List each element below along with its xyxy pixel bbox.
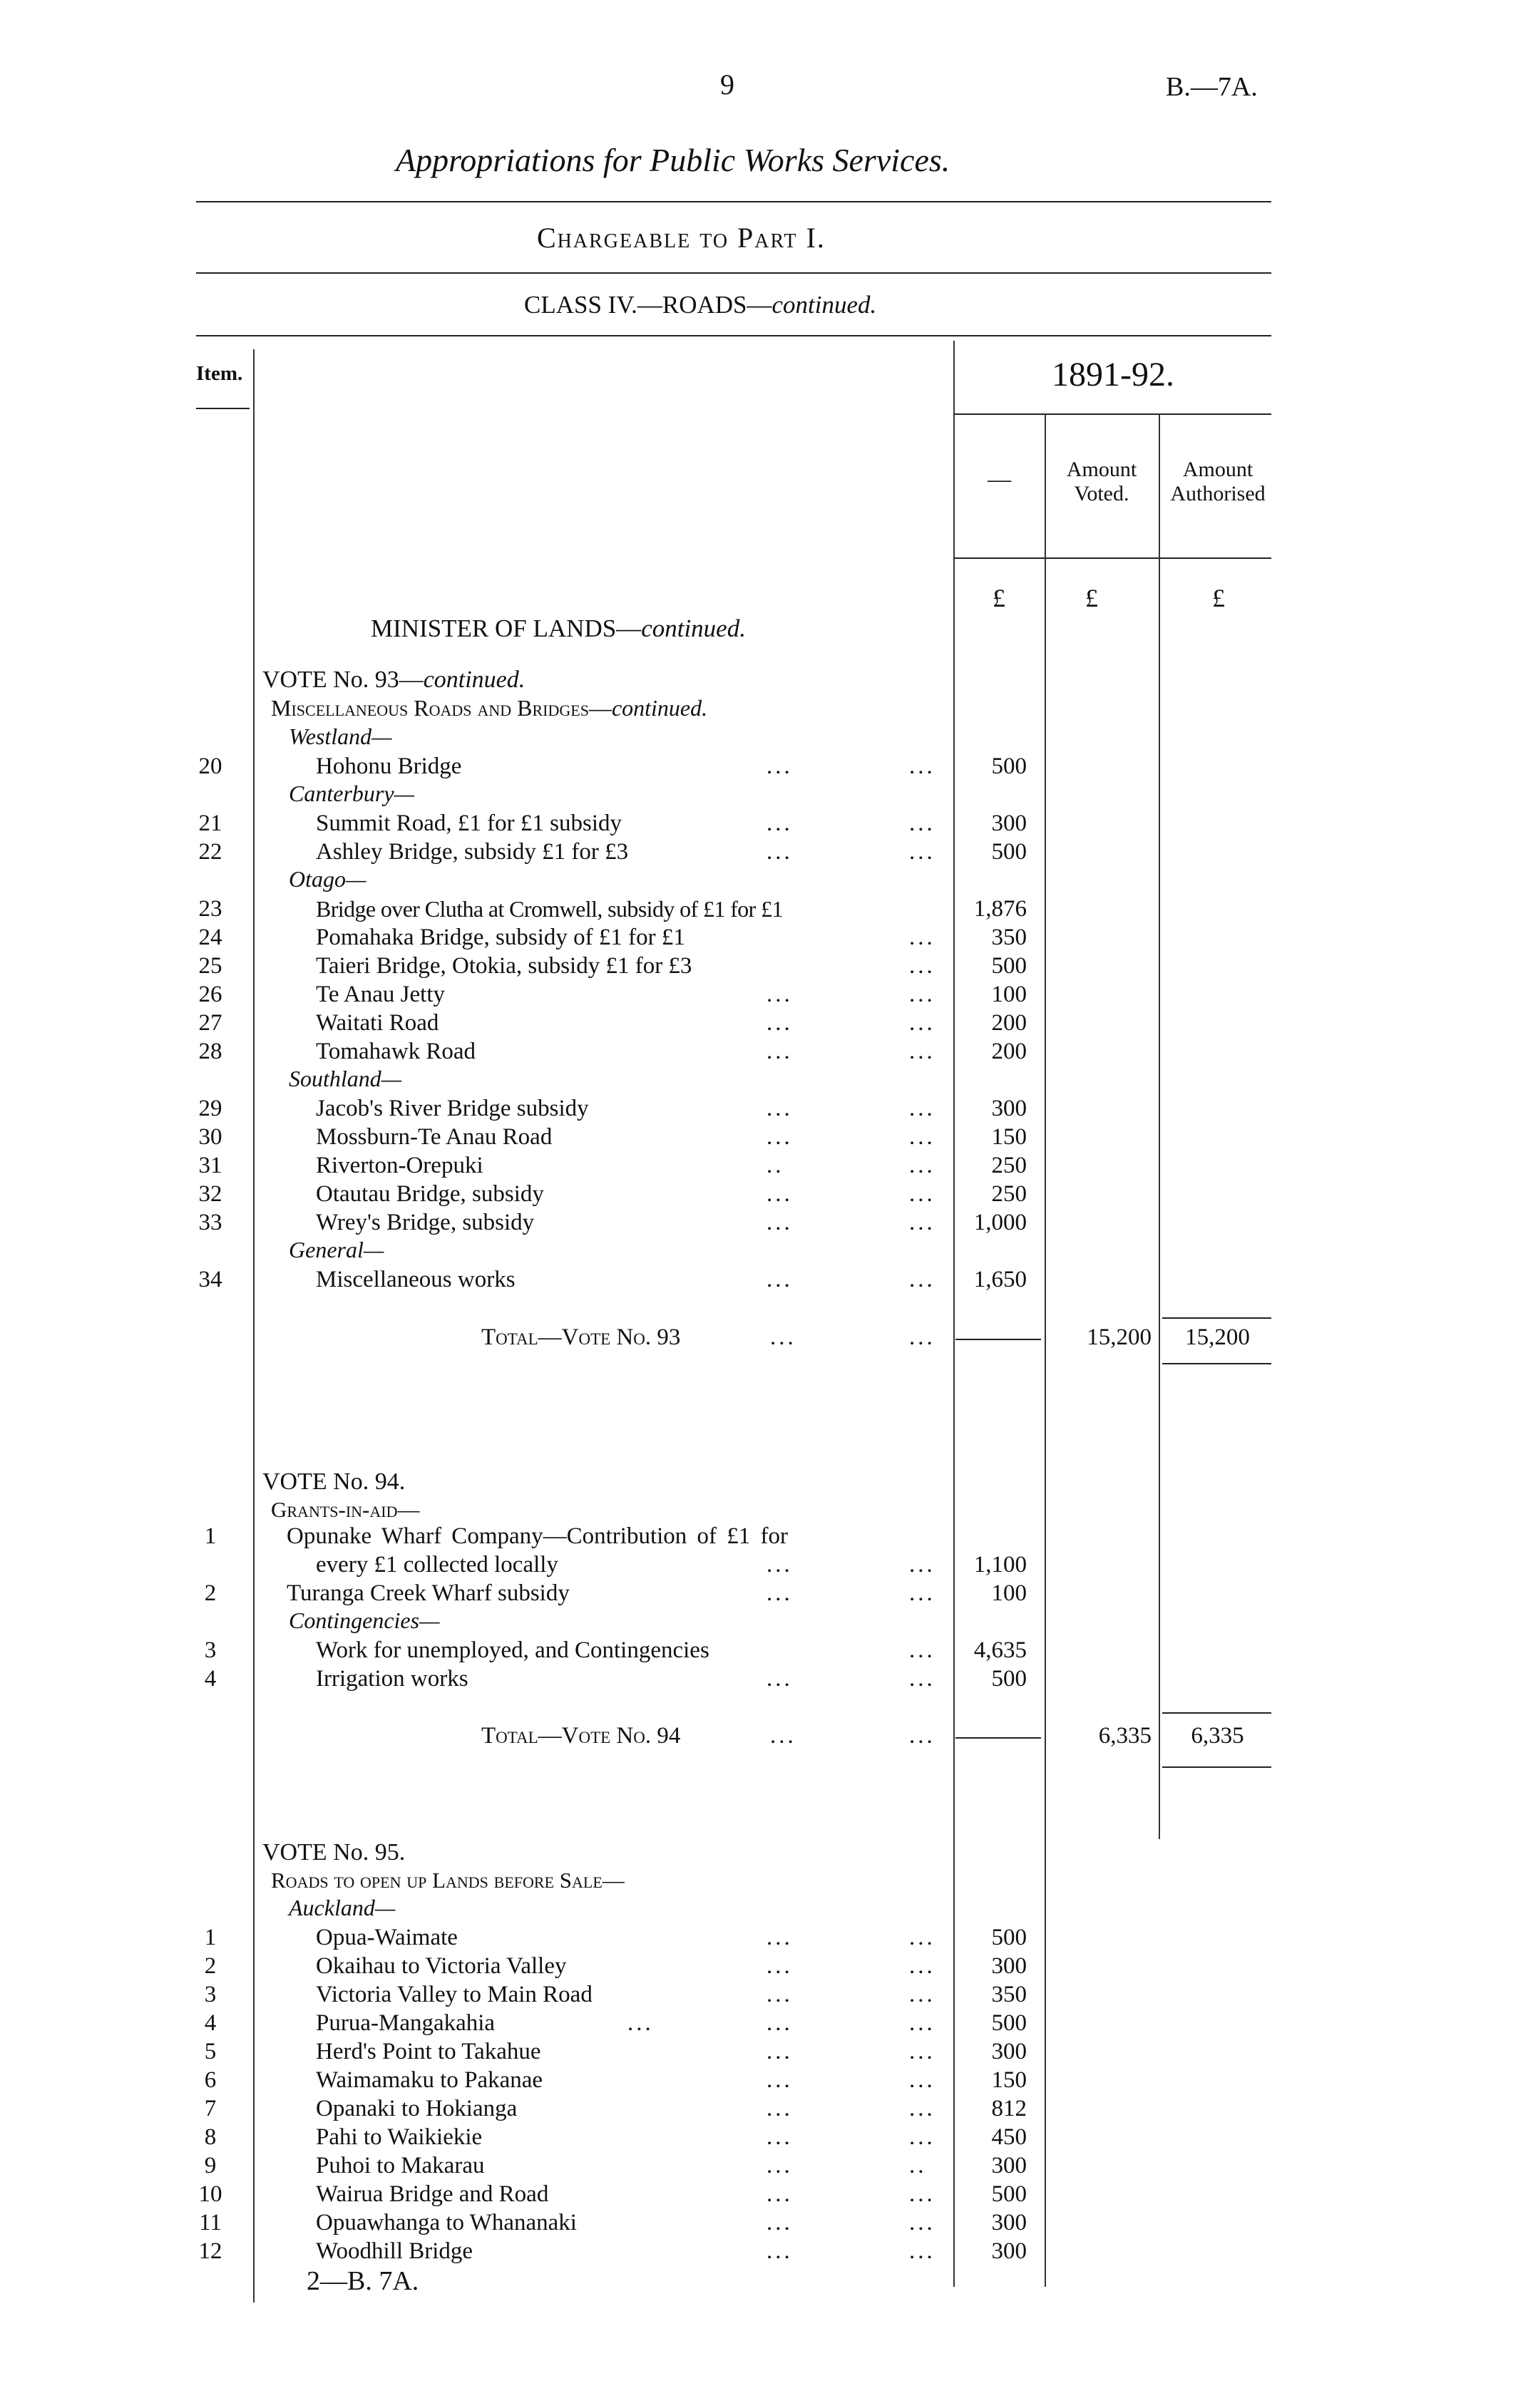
dot-leader: ... (766, 2210, 793, 2235)
item-amount: 812 (991, 2096, 1027, 2121)
dot-leader: ... (766, 2010, 793, 2036)
dot-leader: ... (909, 982, 935, 1007)
table-row (0, 838, 1533, 866)
item-description: Opua-Waimate (316, 1925, 458, 1950)
item-description: Otautau Bridge, subsidy (316, 1181, 544, 1207)
item-number: 33 (198, 1210, 222, 1235)
authorised-header: Amount Authorised (1170, 458, 1266, 505)
vote94-total-voted: 6,335 (1098, 1723, 1152, 1749)
dot-leader: ... (909, 1096, 935, 1121)
item-number: 10 (198, 2181, 222, 2207)
dot-leader: ... (909, 1552, 935, 1578)
dot-leader: ... (909, 811, 935, 836)
table-row (0, 1037, 1533, 1066)
vote93-title (262, 667, 525, 694)
vote94-total-row (0, 1722, 1533, 1750)
dot-leader: ... (909, 1153, 935, 1178)
table-row (0, 1636, 1533, 1664)
dot-leader: ... (766, 1580, 793, 1606)
item-description: Waimamaku to Pakanae (316, 2067, 543, 2093)
vote94-total-authorised: 6,335 (1191, 1723, 1244, 1749)
dot-leader: ... (766, 1181, 793, 1207)
dot-leader: ... (766, 1552, 793, 1578)
dot-leader: ... (766, 811, 793, 836)
dot-leader: ... (909, 2124, 935, 2150)
item-amount: 500 (991, 1666, 1027, 1692)
table-row (0, 2037, 1533, 2066)
dot-leader: ... (909, 925, 935, 950)
item-amount: 1,000 (973, 1210, 1027, 1235)
item-amount: 300 (991, 2210, 1027, 2235)
dot-leader: ... (909, 1181, 935, 1207)
table-row (0, 1265, 1533, 1294)
item-description: Te Anau Jetty (316, 982, 445, 1007)
item-description: Victoria Valley to Main Road (316, 1982, 593, 2007)
dot-leader: ... (909, 2039, 935, 2064)
item-description: Bridge over Clutha at Cromwell, subsidy of £1 for £1 (316, 896, 783, 922)
item-amount: 4,635 (973, 1637, 1027, 1663)
table-row (0, 1522, 1533, 1550)
item-description: Riverton-Orepuki (316, 1153, 483, 1178)
item-header-rule (196, 408, 250, 409)
item-description: Woodhill Bridge (316, 2238, 473, 2264)
dot-leader: ... (766, 1925, 793, 1950)
dot-leader: ... (909, 839, 935, 865)
vote93-total-voted: 15,200 (1087, 1324, 1152, 1350)
table-row (0, 1579, 1533, 1607)
dot-leader: ... (909, 953, 935, 979)
item-amount: 500 (991, 839, 1027, 865)
rule-top (196, 201, 1271, 202)
dot-leader: ... (909, 1010, 935, 1036)
table-row (0, 2151, 1533, 2180)
currency-2: £ (1085, 584, 1098, 612)
item-amount: 500 (991, 753, 1027, 779)
item-amount: 100 (991, 982, 1027, 1007)
table-row (0, 923, 1533, 952)
dot-leader: ... (766, 1982, 793, 2007)
dot-leader: .. (909, 2153, 927, 2178)
item-amount: 100 (991, 1580, 1027, 1606)
rule-2 (196, 272, 1271, 274)
chargeable-heading: Chargeable to Part I. (537, 222, 826, 254)
table-row (0, 952, 1533, 980)
vote94-subtitle: Grants-in-aid— (271, 1497, 420, 1522)
dot-leader: ... (909, 1580, 935, 1606)
table-row (0, 2066, 1533, 2094)
item-number: 27 (198, 1010, 222, 1036)
dot-leader: ... (909, 1210, 935, 1235)
item-number: 4 (204, 2010, 217, 2036)
table-row (0, 1180, 1533, 1208)
dot-leader: ... (766, 1010, 793, 1036)
item-number: 26 (198, 982, 222, 1007)
class-heading (524, 291, 876, 319)
dot-leader: ... (766, 2096, 793, 2121)
item-description: Waitati Road (316, 1010, 439, 1036)
item-description: Okaihau to Victoria Valley (316, 1953, 567, 1979)
table-row (0, 2208, 1533, 2237)
item-description: Opunake Wharf Company—Contribution of £1 for (287, 1523, 789, 1549)
year-rule (953, 413, 1271, 415)
item-amount: 500 (991, 1925, 1027, 1950)
vote93-subtitle (271, 695, 707, 721)
region-westland: Westland— (289, 724, 392, 749)
item-number: 24 (198, 925, 222, 950)
table-row (0, 1094, 1533, 1123)
currency-3: £ (1212, 584, 1225, 612)
table-row (0, 1009, 1533, 1037)
table-row (0, 752, 1533, 781)
item-description: Opanaki to Hokianga (316, 2096, 518, 2121)
item-description: Opuawhanga to Whananaki (316, 2210, 577, 2235)
dot-leader: ... (770, 1324, 796, 1350)
page-title: Appropriations for Public Works Services. (396, 142, 950, 178)
page-number: 9 (720, 68, 734, 101)
item-description: Wrey's Bridge, subsidy (316, 1210, 535, 1235)
item-amount: 250 (991, 1153, 1027, 1178)
dot-leader: ... (766, 2067, 793, 2093)
dot-leader: ... (909, 2067, 935, 2093)
item-number: 32 (198, 1181, 222, 1207)
item-description: Pahi to Waikiekie (316, 2124, 483, 2150)
item-description: Herd's Point to Takahue (316, 2039, 541, 2064)
item-number: 6 (204, 2067, 217, 2093)
dot-leader: ... (909, 1982, 935, 2007)
item-number: 1 (204, 1925, 217, 1950)
year-header: 1891-92. (1052, 356, 1174, 393)
dot-leader: ... (766, 1096, 793, 1121)
dot-leader: .. (766, 1153, 784, 1178)
vote94-title: VOTE No. 94. (262, 1468, 406, 1495)
item-amount: 200 (991, 1010, 1027, 1036)
item-amount: 300 (991, 2238, 1027, 2264)
class-text: CLASS IV.—ROADS— (524, 291, 772, 319)
currency-1: £ (993, 584, 1005, 612)
vote93-title-continued: continued. (423, 667, 525, 693)
dot-leader: ... (909, 1267, 935, 1292)
item-number: 20 (198, 753, 222, 779)
dot-leader: ... (909, 1324, 935, 1350)
col-dash-header: — (988, 467, 1011, 493)
doc-reference: B.—7A. (1166, 72, 1258, 102)
item-amount: 350 (991, 1982, 1027, 2007)
item-amount: 450 (991, 2124, 1027, 2150)
dot-leader: ... (766, 1666, 793, 1692)
item-number: 21 (198, 811, 222, 836)
item-amount: 1,650 (973, 1267, 1027, 1292)
dot-leader: ... (909, 2096, 935, 2121)
dot-leader: ... (766, 2039, 793, 2064)
table-row (0, 2009, 1533, 2037)
vote94-total-bottom-rule (1162, 1766, 1271, 1768)
item-amount: 250 (991, 1181, 1027, 1207)
item-number: 3 (204, 1637, 217, 1663)
item-number: 2 (204, 1580, 217, 1606)
item-number: 4 (204, 1666, 217, 1692)
table-row (0, 1980, 1533, 2009)
table-row (0, 1664, 1533, 1693)
item-amount: 500 (991, 2181, 1027, 2207)
item-number: 8 (204, 2124, 217, 2150)
dot-leader: ... (766, 753, 793, 779)
vote94-subtotal-rule (955, 1737, 1041, 1739)
dot-leader: ... (909, 2210, 935, 2235)
dot-leader: ... (909, 1637, 935, 1663)
dot-leader: ... (766, 1039, 793, 1064)
item-amount: 300 (991, 2039, 1027, 2064)
item-number: 1 (204, 1523, 217, 1549)
dot-leader: ... (627, 2010, 654, 2036)
dot-leader: ... (766, 2124, 793, 2150)
item-description: Turanga Creek Wharf subsidy (287, 1580, 570, 1606)
dot-leader: ... (909, 2181, 935, 2207)
item-description: Summit Road, £1 for £1 subsidy (316, 811, 622, 836)
item-description: Pomahaka Bridge, subsidy of £1 for £1 (316, 925, 685, 950)
item-description: Purua-Mangakahia (316, 2010, 496, 2036)
item-number: 22 (198, 839, 222, 865)
vote93-total-bottom-rule (1162, 1363, 1271, 1364)
item-column-header: Item. (196, 362, 243, 385)
dot-leader: ... (909, 1124, 935, 1150)
class-continued: continued. (771, 291, 877, 319)
item-description: Miscellaneous works (316, 1267, 516, 1292)
item-amount: 300 (991, 811, 1027, 836)
dot-leader: ... (766, 1210, 793, 1235)
dot-leader: ... (909, 753, 935, 779)
item-number: 5 (204, 2039, 217, 2064)
voted-header: Amount Voted. (1066, 458, 1137, 505)
item-number: 2 (204, 1953, 217, 1979)
dot-leader: ... (909, 1925, 935, 1950)
table-row (0, 1952, 1533, 1980)
region-general: General— (289, 1237, 384, 1262)
vote95-subtitle: Roads to open up Lands before Sale— (271, 1868, 625, 1893)
dot-leader: ... (766, 1953, 793, 1979)
region-auckland: Auckland— (289, 1895, 396, 1920)
vote93-subtitle-continued: continued. (611, 695, 708, 721)
item-number: 25 (198, 953, 222, 979)
item-amount: 300 (991, 1096, 1027, 1121)
dot-leader: ... (770, 1723, 796, 1749)
dot-leader: ... (909, 2238, 935, 2264)
region-otago: Otago— (289, 866, 366, 892)
table-row (0, 2094, 1533, 2123)
item-description-continued: every £1 collected locally (316, 1552, 558, 1578)
item-description: Ashley Bridge, subsidy £1 for £3 (316, 839, 629, 865)
item-number: 29 (198, 1096, 222, 1121)
vote94-total-label: Total—Vote No. 94 (481, 1723, 681, 1749)
vote93-total-row (0, 1323, 1533, 1352)
page-signature: 2—B. 7A. (307, 2266, 419, 2296)
dot-leader: ... (766, 1267, 793, 1292)
table-row (0, 2123, 1533, 2151)
item-amount: 150 (991, 1124, 1027, 1150)
minister-continued: continued. (641, 614, 746, 642)
region-southland: Southland— (289, 1066, 402, 1091)
item-number: 3 (204, 1982, 217, 2007)
vote93-total-authorised: 15,200 (1185, 1324, 1250, 1350)
dot-leader: ... (909, 1723, 935, 1749)
item-description: Puhoi to Makarau (316, 2153, 485, 2178)
dot-leader: ... (909, 1953, 935, 1979)
dot-leader: ... (766, 839, 793, 865)
item-number: 23 (198, 896, 222, 922)
item-description: Mossburn-Te Anau Road (316, 1124, 553, 1150)
table-row (0, 980, 1533, 1009)
vote93-subtotal-rule (955, 1339, 1041, 1340)
item-description: Taieri Bridge, Otokia, subsidy £1 for £3 (316, 953, 692, 979)
header-bottom-rule (953, 557, 1271, 559)
item-number: 7 (204, 2096, 217, 2121)
dot-leader: ... (766, 1124, 793, 1150)
table-row (0, 1151, 1533, 1180)
item-amount: 500 (991, 953, 1027, 979)
vote93-total-label: Total—Vote No. 93 (481, 1324, 681, 1350)
item-number: 11 (199, 2210, 222, 2235)
item-number: 30 (198, 1124, 222, 1150)
dot-leader: ... (766, 2181, 793, 2207)
item-description: Tomahawk Road (316, 1039, 476, 1064)
item-description: Wairua Bridge and Road (316, 2181, 549, 2207)
rule-3 (196, 335, 1271, 336)
item-number: 31 (198, 1153, 222, 1178)
item-amount: 300 (991, 1953, 1027, 1979)
item-number: 12 (198, 2238, 222, 2264)
table-row (0, 809, 1533, 838)
vote93-title-text: VOTE No. 93— (262, 667, 424, 693)
table-row (0, 2180, 1533, 2208)
dot-leader: ... (909, 1666, 935, 1692)
item-description: Jacob's River Bridge subsidy (316, 1096, 589, 1121)
item-description: Work for unemployed, and Contingencies (316, 1637, 709, 1663)
item-number: 34 (198, 1267, 222, 1292)
vote95-title: VOTE No. 95. (262, 1839, 406, 1866)
minister-heading (371, 614, 746, 643)
item-number: 9 (204, 2153, 217, 2178)
dot-leader: ... (909, 1039, 935, 1064)
vote93-total-top-rule (1162, 1317, 1271, 1319)
table-row (0, 2237, 1533, 2265)
item-amount: 150 (991, 2067, 1027, 2093)
item-amount: 500 (991, 2010, 1027, 2036)
region-canterbury: Canterbury— (289, 781, 414, 806)
dot-leader: ... (766, 982, 793, 1007)
dot-leader: ... (909, 2010, 935, 2036)
item-amount: 1,100 (973, 1552, 1027, 1578)
item-amount: 1,876 (973, 896, 1027, 922)
item-amount: 350 (991, 925, 1027, 950)
dot-leader: ... (766, 2238, 793, 2264)
minister-text: MINISTER OF LANDS— (371, 614, 642, 642)
item-amount: 200 (991, 1039, 1027, 1064)
table-row (0, 895, 1533, 923)
item-description: Irrigation works (316, 1666, 468, 1692)
table-row (0, 1208, 1533, 1237)
vote93-subtitle-text: Miscellaneous Roads and Bridges— (271, 695, 612, 721)
dot-leader: ... (766, 2153, 793, 2178)
vote94-total-top-rule (1162, 1712, 1271, 1714)
table-row (0, 1123, 1533, 1151)
table-row (0, 1923, 1533, 1952)
item-number: 28 (198, 1039, 222, 1064)
item-amount: 300 (991, 2153, 1027, 2178)
item-description: Hohonu Bridge (316, 753, 462, 779)
table-row-continued (0, 1550, 1533, 1579)
contingencies-heading: Contingencies— (289, 1607, 440, 1633)
